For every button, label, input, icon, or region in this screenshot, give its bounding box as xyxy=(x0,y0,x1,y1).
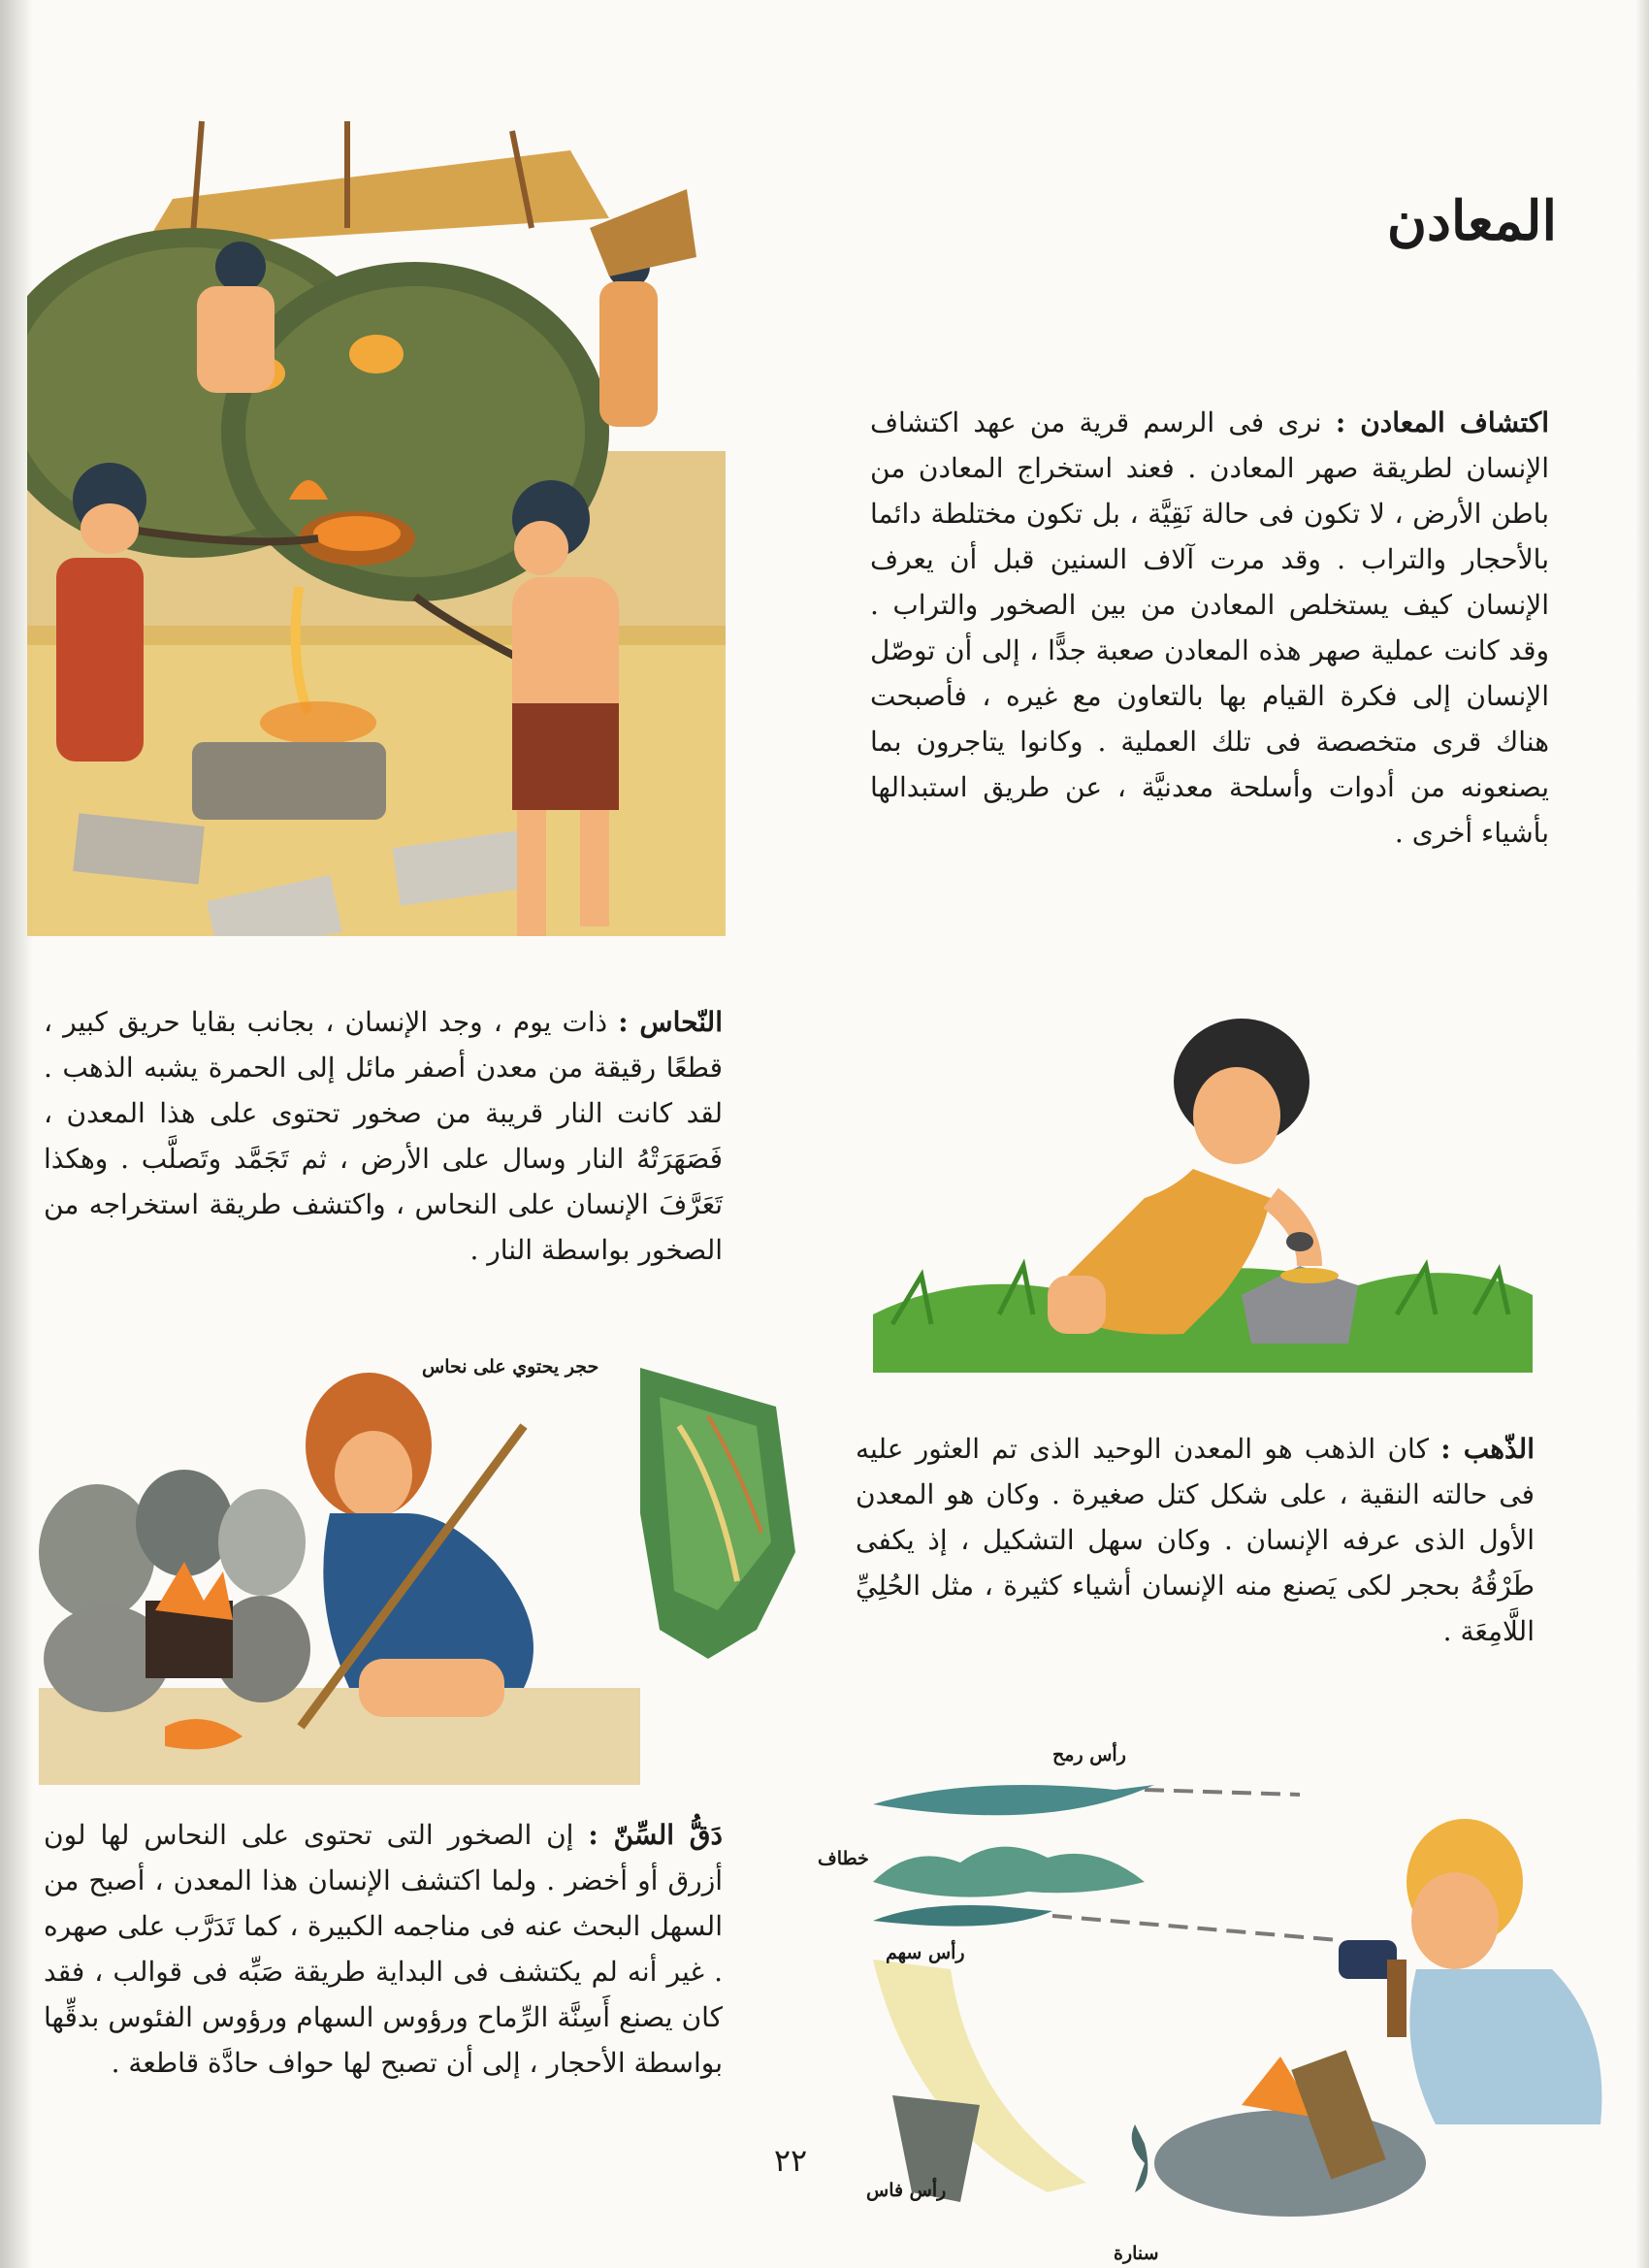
awl-caption: سنارة xyxy=(1114,2243,1159,2264)
spear-head-caption: رأس رمح xyxy=(1052,1744,1126,1766)
discovery-paragraph xyxy=(870,400,1549,856)
page-title: المعادن xyxy=(1386,189,1557,253)
copper-discovery-illustration xyxy=(39,1339,805,1785)
hammering-paragraph xyxy=(44,1812,723,2086)
hammering-label: دَقُّ السِّنّ : xyxy=(588,1819,723,1851)
gold-paragraph xyxy=(856,1426,1535,1654)
gold-text: كان الذهب هو المعدن الوحيد الذى تم العثور عليه فى حالته النقية ، على شكل كتل صغيرة . وكان هو المعدن الأول الذى عرفه الإنسان . وكان سهل التشكيل ، إذ يكفى طَرْقُهُ بحجر لكى يَصنع منه الإنسان أشياء كثيرة ، مثل الحُلِيِّ اللَّامِعَة . xyxy=(856,1433,1535,1647)
copper-label: النّحاس : xyxy=(618,1006,723,1038)
gold-label: الذّهب : xyxy=(1440,1433,1535,1465)
arrow-head-caption: رأس سهم xyxy=(886,1942,965,1963)
page-number: ٢٢ xyxy=(773,2142,808,2179)
hook-caption: خطاف xyxy=(818,1848,869,1869)
copper-paragraph xyxy=(44,999,723,1273)
page-edge-right xyxy=(1635,0,1649,2268)
village-smelting-illustration xyxy=(27,82,726,936)
tools-illustration xyxy=(854,1736,1630,2241)
hammering-text: إن الصخور التى تحتوى على النحاس لها لون أزرق أو أخضر . ولما اكتشف الإنسان هذا المعدن ، أصبح من السهل البحث عنه فى مناجمه الكبيرة ، كما تَدَرَّب على صهره . غير أنه لم يكتشف فى البداية طريقة صَبِّه فى قوالب ، فقد كان يصنع أَسِنَّة الرِّماح ورؤوس السهام ورؤوس الفئوس بدقِّها بواسطة الأحجار ، إلى أن تصبح لها حواف حادَّة قاطعة . xyxy=(44,1819,723,2079)
discovery-label: اكتشاف المعادن : xyxy=(1335,406,1549,438)
copper-stone-caption: حجر يحتوي على نحاس xyxy=(422,1356,599,1377)
copper-text: ذات يوم ، وجد الإنسان ، بجانب بقايا حريق كبير ، قطعًا رقيقة من معدن أصفر مائل إلى الحمرة يشبه الذهب . لقد كانت النار قريبة من صخور تحتوى على هذا المعدن ، فَصَهَرَتْهُ النار وسال على الأرض ، ثم تَجَمَّد وتَصلَّب . وهكذا تَعَرَّفَ الإنسان على النحاس ، واكتشف طريقة استخراجه من الصخور بواسطة النار . xyxy=(44,1006,723,1266)
axe-head-caption: رأس فاس xyxy=(866,2180,947,2201)
gold-hammering-illustration xyxy=(854,1004,1552,1373)
discovery-text: نرى فى الرسم قرية من عهد اكتشاف الإنسان لطريقة صهر المعادن . فعند استخراج المعادن من باطن الأرض ، لا تكون فى حالة نَقِيَّة ، بل تكون مختلطة دائما بالأحجار والتراب . وقد مرت آلاف السنين قبل أن يعرف الإنسان كيف يستخلص المعادن من بين الصخور والتراب . وقد كانت عملية صهر هذه المعادن صعبة جدًّا ، إلى أن توصّل الإنسان إلى فكرة القيام بها بالتعاون مع غيره ، فأصبحت هناك قرى متخصصة فى تلك العملية . وكانوا يتاجرون بما يصنعونه من أدوات وأسلحة معدنيَّة ، عن طريق استبدالها بأشياء أخرى . xyxy=(870,406,1549,849)
